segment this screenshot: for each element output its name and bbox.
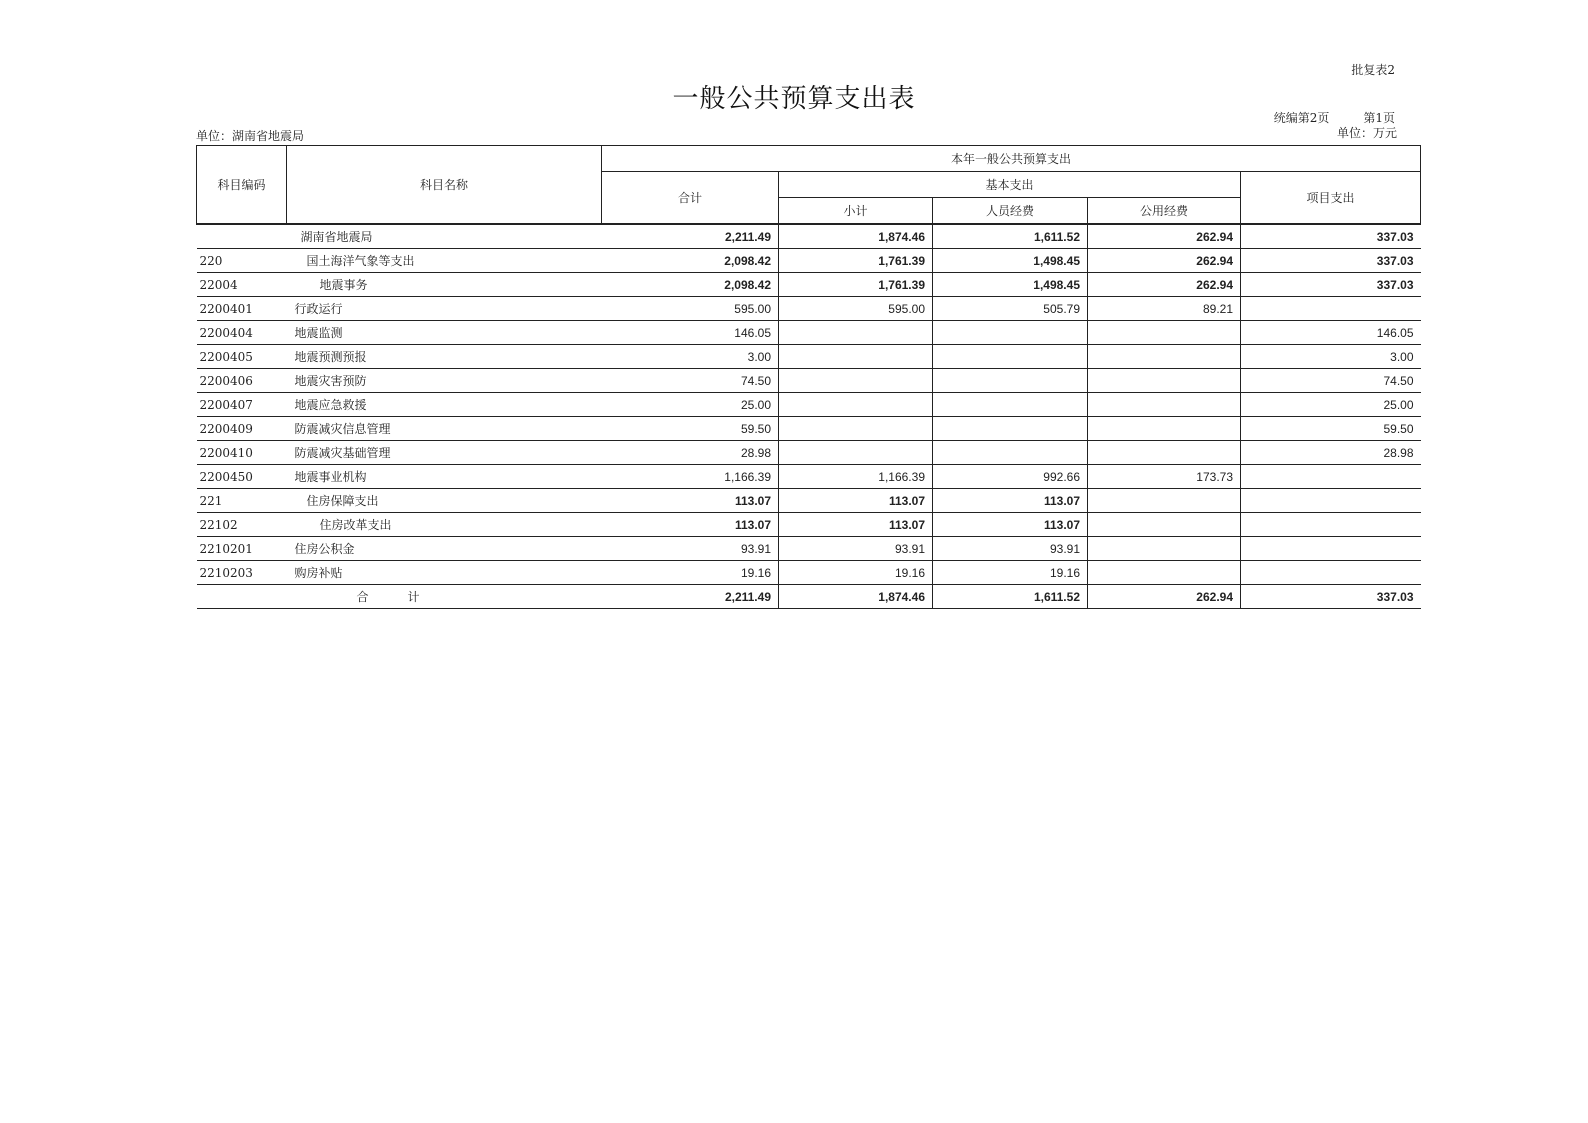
row-public [1088,441,1241,465]
table-row [197,441,1421,465]
table-row [197,249,1421,273]
row-name: 地震灾害预防 [287,369,602,393]
row-public [1088,561,1241,585]
row-personnel: 19.16 [933,561,1088,585]
row-personnel: 505.79 [933,297,1088,321]
row-total: 2,098.42 [602,249,779,273]
row-total: 74.50 [602,369,779,393]
row-personnel [933,417,1088,441]
row-name: 地震事务 [287,273,602,297]
row-total: 25.00 [602,393,779,417]
grand-total-label-2: 计 [407,590,421,604]
row-personnel: 1,498.45 [933,273,1088,297]
header-project: 项目支出 [1241,172,1421,225]
total-public: 262.94 [1088,585,1241,609]
row-subtotal: 595.00 [779,297,933,321]
table-row [197,465,1421,489]
row-public: 262.94 [1088,273,1241,297]
table-body [197,224,1421,609]
total-personnel: 1,611.52 [933,585,1088,609]
row-public [1088,417,1241,441]
budget-expenditure-table [196,145,1421,609]
row-personnel: 113.07 [933,513,1088,537]
row-subtotal: 1,166.39 [779,465,933,489]
header-group: 本年一般公共预算支出 [602,146,1421,172]
row-total: 2,098.42 [602,273,779,297]
row-public [1088,489,1241,513]
row-total: 113.07 [602,489,779,513]
header-personnel: 人员经费 [933,198,1088,225]
row-name: 住房改革支出 [287,513,602,537]
page-number: 第1页 [1363,111,1395,125]
total-project: 337.03 [1241,585,1421,609]
grand-total-label-1: 合 [356,590,370,604]
table-row [197,369,1421,393]
currency-unit: 单位：万元 [1336,126,1397,140]
row-code: 2200410 [197,441,287,465]
row-code: 221 [197,489,287,513]
header-subtotal: 小计 [779,198,933,225]
row-personnel [933,369,1088,393]
header-basic: 基本支出 [779,172,1241,198]
header-name: 科目名称 [287,146,602,225]
row-code: 2200450 [197,465,287,489]
row-project [1241,537,1421,561]
row-total: 19.16 [602,561,779,585]
table-row [197,393,1421,417]
page-title: 一般公共预算支出表 [672,84,916,114]
row-subtotal [779,393,933,417]
row-personnel [933,441,1088,465]
table-row [197,297,1421,321]
row-name: 地震应急救援 [287,393,602,417]
row-subtotal: 113.07 [779,489,933,513]
row-public: 262.94 [1088,224,1241,249]
row-public [1088,321,1241,345]
compiled-page-number: 统编第2页 [1273,111,1330,125]
row-code: 220 [197,249,287,273]
row-project [1241,465,1421,489]
header-public: 公用经费 [1088,198,1241,225]
organization-unit: 单位：湖南省地震局 [196,129,305,143]
row-project [1241,297,1421,321]
row-project: 25.00 [1241,393,1421,417]
row-personnel: 113.07 [933,489,1088,513]
row-name: 湖南省地震局 [287,224,602,249]
row-public [1088,345,1241,369]
grand-total-row [197,585,1421,609]
row-project: 3.00 [1241,345,1421,369]
row-subtotal: 1,761.39 [779,249,933,273]
row-total: 595.00 [602,297,779,321]
row-code: 2210201 [197,537,287,561]
row-code: 2200401 [197,297,287,321]
row-project: 337.03 [1241,224,1421,249]
row-name: 防震减灾基础管理 [287,441,602,465]
row-subtotal: 113.07 [779,513,933,537]
table-row [197,537,1421,561]
row-name: 住房保障支出 [287,489,602,513]
table-row [197,513,1421,537]
row-code: 2200409 [197,417,287,441]
grand-total-label [287,585,602,609]
row-personnel: 992.66 [933,465,1088,489]
total-total: 2,211.49 [602,585,779,609]
row-project: 146.05 [1241,321,1421,345]
row-code [197,224,287,249]
table-row [197,321,1421,345]
row-project: 337.03 [1241,249,1421,273]
row-public [1088,537,1241,561]
row-name: 行政运行 [287,297,602,321]
total-subtotal: 1,874.46 [779,585,933,609]
table-row [197,273,1421,297]
row-personnel [933,321,1088,345]
row-personnel: 1,498.45 [933,249,1088,273]
table-header [197,146,1421,225]
row-project [1241,513,1421,537]
table-row [197,489,1421,513]
row-subtotal [779,345,933,369]
row-name: 地震预测预报 [287,345,602,369]
table-row [197,561,1421,585]
row-subtotal: 93.91 [779,537,933,561]
row-code: 2200405 [197,345,287,369]
row-subtotal: 19.16 [779,561,933,585]
header-total: 合计 [602,172,779,225]
row-project [1241,489,1421,513]
row-total: 2,211.49 [602,224,779,249]
header-code: 科目编码 [197,146,287,225]
table-row [197,224,1421,249]
table-row [197,417,1421,441]
row-subtotal [779,417,933,441]
row-total: 28.98 [602,441,779,465]
row-total: 1,166.39 [602,465,779,489]
row-public [1088,369,1241,393]
row-project: 337.03 [1241,273,1421,297]
row-public: 173.73 [1088,465,1241,489]
row-total: 146.05 [602,321,779,345]
table-row [197,345,1421,369]
row-personnel [933,345,1088,369]
row-subtotal [779,369,933,393]
row-total: 59.50 [602,417,779,441]
row-total: 3.00 [602,345,779,369]
row-personnel [933,393,1088,417]
row-total: 113.07 [602,513,779,537]
row-code: 2210203 [197,561,287,585]
row-name: 防震减灾信息管理 [287,417,602,441]
row-code: 22004 [197,273,287,297]
row-project: 74.50 [1241,369,1421,393]
row-project [1241,561,1421,585]
total-code [197,585,287,609]
row-personnel: 93.91 [933,537,1088,561]
row-total: 93.91 [602,537,779,561]
row-name: 购房补贴 [287,561,602,585]
row-code: 2200406 [197,369,287,393]
row-name: 地震事业机构 [287,465,602,489]
row-public [1088,513,1241,537]
row-subtotal [779,441,933,465]
row-name: 国土海洋气象等支出 [287,249,602,273]
row-subtotal: 1,761.39 [779,273,933,297]
row-public [1088,393,1241,417]
row-code: 22102 [197,513,287,537]
row-subtotal [779,321,933,345]
row-code: 2200407 [197,393,287,417]
form-number: 批复表2 [1351,63,1395,77]
row-subtotal: 1,874.46 [779,224,933,249]
row-public: 262.94 [1088,249,1241,273]
row-project: 28.98 [1241,441,1421,465]
row-name: 住房公积金 [287,537,602,561]
row-code: 2200404 [197,321,287,345]
row-personnel: 1,611.52 [933,224,1088,249]
row-project: 59.50 [1241,417,1421,441]
row-public: 89.21 [1088,297,1241,321]
row-name: 地震监测 [287,321,602,345]
